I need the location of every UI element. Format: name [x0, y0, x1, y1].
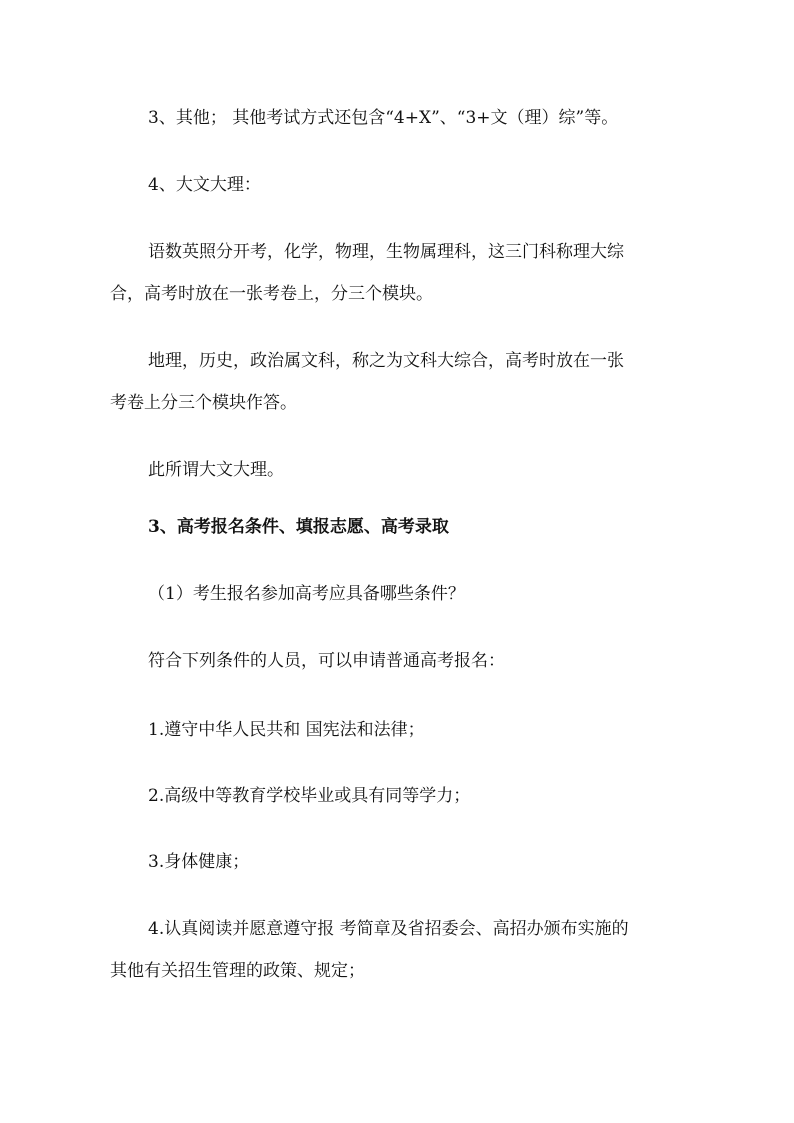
paragraph-line: 其他有关招生管理的政策、规定； [110, 961, 365, 981]
paragraph-line: 4、大文大理： [148, 175, 261, 195]
paragraph-line: 1.遵守中华人民共和 国宪法和法律； [148, 720, 425, 740]
paragraph-line: 3.身体健康； [148, 852, 250, 872]
paragraph-line: 考卷上分三个模块作答。 [110, 393, 297, 413]
paragraph-line: 2.高级中等教育学校毕业或具有同等学力； [148, 786, 471, 806]
paragraph-line: （1）考生报名参加高考应具备哪些条件？ [148, 584, 465, 604]
paragraph-line: 合，高考时放在一张考卷上，分三个模块。 [110, 284, 433, 304]
paragraph-line: 地理，历史，政治属文科，称之为文科大综合，高考时放在一张 [148, 351, 624, 371]
section-heading-text: 3、高考报名条件、填报志愿、高考录取 [148, 517, 449, 537]
paragraph-line: 语数英照分开考，化学，物理，生物属理科，这三门科称理大综 [148, 242, 624, 262]
paragraph-line: 符合下列条件的人员，可以申请普通高考报名： [148, 651, 505, 671]
paragraph-line: 此所谓大文大理。 [148, 460, 284, 480]
paragraph-line: 3、其他； 其他考试方式还包含“4+X”、“3+文（理）综”等。 [148, 108, 619, 128]
paragraph-line: 4.认真阅读并愿意遵守报 考简章及省招委会、高招办颁布实施的 [148, 919, 629, 939]
